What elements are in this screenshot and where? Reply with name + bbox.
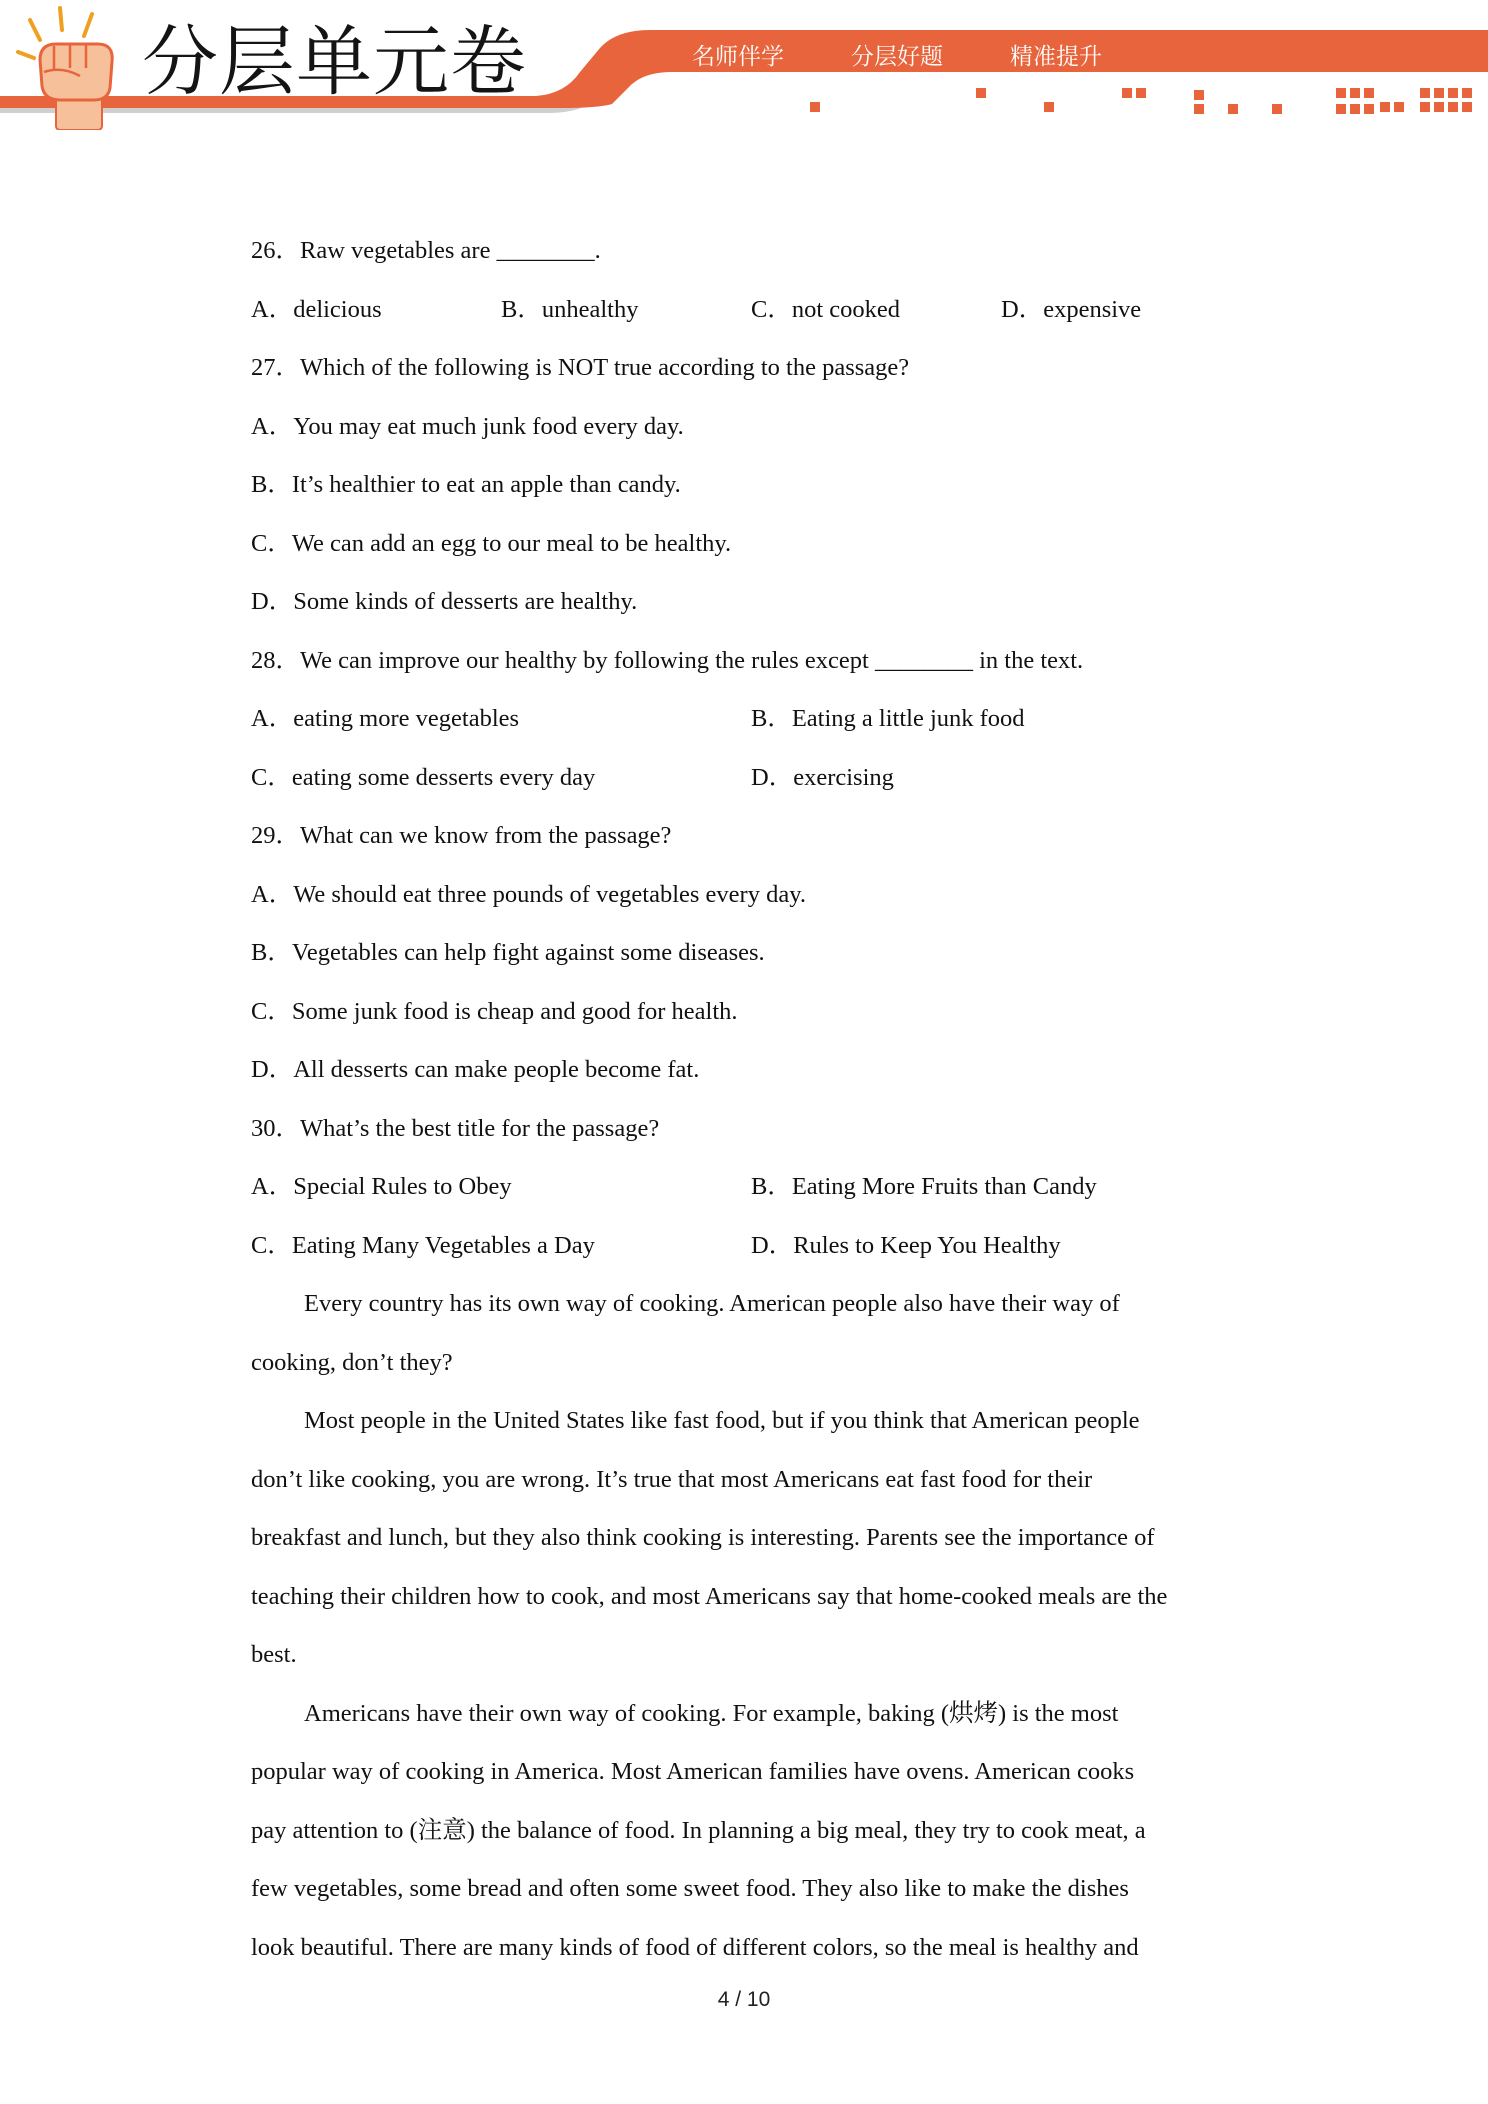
option-row [251, 690, 1251, 749]
option: A．delicious [251, 295, 382, 323]
question-stem: 30．What’s the best title for the passage? [251, 1114, 660, 1142]
option: C．Eating Many Vegetables a Day [251, 1231, 595, 1259]
option-row [251, 281, 1251, 340]
passage-line: breakfast and lunch, but they also think cooking is interesting. Parents see the importance of [251, 1524, 1155, 1551]
option: C．We can add an egg to our meal to be healthy. [251, 529, 732, 557]
option-row [251, 1158, 1251, 1217]
option: C．eating some desserts every day [251, 763, 596, 791]
option: A．You may eat much junk food every day. [251, 412, 684, 440]
option-row [251, 1217, 1251, 1276]
option: B．Eating a little junk food [751, 705, 1025, 732]
page-number: 4 / 10 [717, 1988, 771, 2011]
option-row [251, 749, 1251, 808]
option: A．We should eat three pounds of vegetables every day. [251, 880, 806, 908]
passage-line: best. [251, 1641, 297, 1668]
slogan-item: 精准提升 [1010, 43, 1102, 70]
question-stem: 26．Raw vegetables are ________. [251, 237, 601, 264]
decorative-squares [810, 88, 1472, 114]
option: D．exercising [751, 763, 894, 791]
page-header [0, 0, 1488, 130]
option: B．Eating More Fruits than Candy [751, 1173, 1097, 1200]
header-slogan [692, 36, 1102, 72]
document-body [251, 222, 1251, 1977]
option: D．Some kinds of desserts are healthy. [251, 588, 638, 615]
option: A．eating more vegetables [251, 705, 520, 732]
passage-line: Americans have their own way of cooking. For example, baking (烘烤) is the most [304, 1699, 1119, 1727]
question-stem: 27．Which of the following is NOT true according to the passage? [251, 354, 910, 381]
option: D．Rules to Keep You Healthy [751, 1231, 1061, 1259]
reading-passage [251, 1275, 1251, 1977]
passage-line: Most people in the United States like fast food, but if you think that American people [304, 1407, 1140, 1434]
passage-line: don’t like cooking, you are wrong. It’s true that most Americans eat fast food for their [251, 1465, 1093, 1493]
option: D．All desserts can make people become fat. [251, 1056, 700, 1083]
option: C．Some junk food is cheap and good for health. [251, 997, 738, 1025]
passage-line: pay attention to (注意) the balance of food. In planning a big meal, they try to cook meat, a [251, 1816, 1146, 1844]
slogan-item: 名师伴学 [692, 43, 784, 70]
option: B．It’s healthier to eat an apple than candy. [251, 471, 681, 498]
passage-line: cooking, don’t they? [251, 1348, 453, 1376]
option: B．Vegetables can help fight against some diseases. [251, 939, 765, 966]
option: A．Special Rules to Obey [251, 1173, 512, 1200]
brand-title: 分层单元卷 [142, 17, 527, 106]
option: D．expensive [1001, 295, 1142, 323]
passage-line: Every country has its own way of cooking. American people also have their way of [304, 1290, 1120, 1317]
passage-line: popular way of cooking in America. Most American families have ovens. American cooks [251, 1758, 1135, 1785]
passage-line: look beautiful. There are many kinds of food of different colors, so the meal is healthy and [251, 1933, 1139, 1961]
passage-line: few vegetables, some bread and often some sweet food. They also like to make the dishes [251, 1875, 1129, 1902]
passage-line: teaching their children how to cook, and most Americans say that home-cooked meals are the [251, 1582, 1168, 1610]
question-stem: 29．What can we know from the passage? [251, 822, 672, 849]
option: B．unhealthy [501, 295, 639, 323]
option: C．not cooked [751, 295, 901, 323]
question-stem: 28．We can improve our healthy by following the rules except ________ in the text. [251, 646, 1084, 674]
slogan-item: 分层好题 [851, 43, 943, 70]
